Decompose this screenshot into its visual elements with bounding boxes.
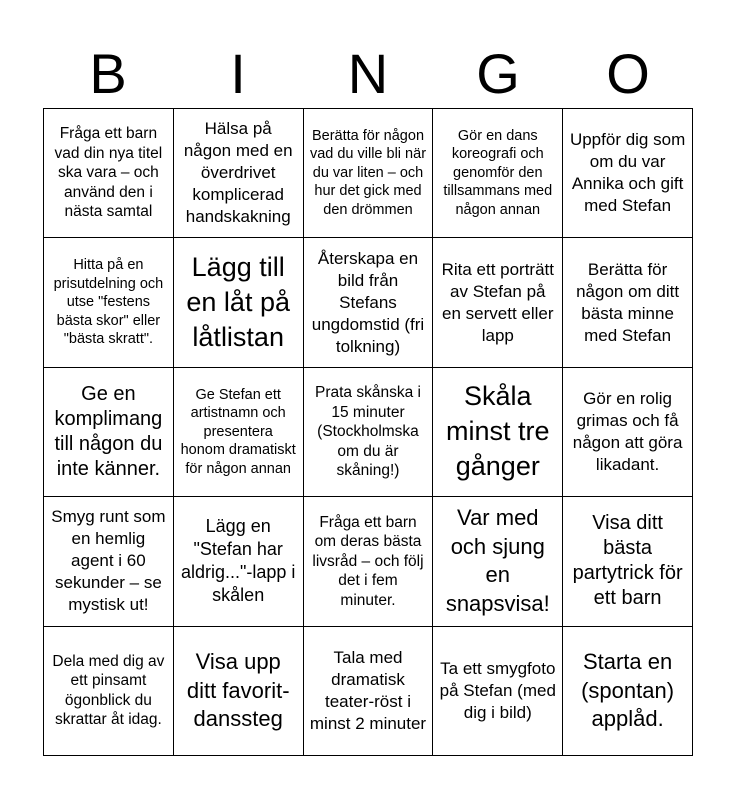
- cell-text: Lägg till en låt på låtlistan: [186, 252, 290, 353]
- cell-text: Smyg runt som en hemlig agent i 60 sekunder – se mystisk ut!: [51, 507, 166, 615]
- bingo-cell[interactable]: [304, 627, 434, 756]
- bingo-cell[interactable]: [44, 627, 174, 756]
- header-letter-g: G: [476, 42, 520, 105]
- cell-text: Ta ett smygfoto på Stefan (med dig i bild): [439, 658, 556, 722]
- bingo-cell[interactable]: [433, 627, 563, 756]
- cell-text: Var med och sjung en snapsvisa!: [445, 505, 550, 616]
- bingo-cell[interactable]: [563, 368, 693, 497]
- bingo-cell[interactable]: [563, 497, 693, 626]
- header-letter-b: B: [89, 42, 127, 105]
- bingo-cell[interactable]: [304, 497, 434, 626]
- cell-text: Visa ditt bästa partytrick för ett barn: [572, 512, 683, 610]
- bingo-cell[interactable]: [44, 109, 174, 238]
- cell-text: Gör en rolig grimas och få någon att göra likadant.: [572, 388, 683, 474]
- bingo-cell[interactable]: [304, 368, 434, 497]
- cell-text: Dela med dig av ett pinsamt ögonblick du skrattar åt idag.: [52, 652, 165, 729]
- cell-text: Berätta för någon om ditt bästa minne med Stefan: [576, 259, 680, 345]
- bingo-header: [43, 40, 693, 108]
- cell-text: Fråga ett barn vad din nya titel ska vara – och använd den i nästa samtal: [54, 125, 163, 221]
- bingo-cell[interactable]: [433, 109, 563, 238]
- cell-text: Prata skånska i 15 minuter (Stockholmska om du är skåning!): [315, 384, 421, 480]
- header-letter-i: I: [230, 42, 246, 105]
- cell-text: Berätta för någon vad du ville bli när du var liten – och hur det gick med den drömmen: [309, 127, 427, 218]
- bingo-cell[interactable]: [174, 368, 304, 497]
- cell-text: Uppför dig som om du var Annika och gift med Stefan: [569, 130, 686, 216]
- bingo-cell[interactable]: [433, 368, 563, 497]
- bingo-cell[interactable]: [44, 368, 174, 497]
- cell-text: Ge Stefan ett artistnamn och presentera honom dramatiskt för någon annan: [180, 386, 296, 477]
- bingo-cell[interactable]: [433, 497, 563, 626]
- bingo-cell[interactable]: [304, 109, 434, 238]
- cell-text: Återskapa en bild från Stefans ungdomstid (fri tolkning): [311, 248, 425, 356]
- bingo-cell[interactable]: [44, 238, 174, 367]
- bingo-cell[interactable]: [174, 497, 304, 626]
- bingo-cell[interactable]: [44, 497, 174, 626]
- bingo-cell[interactable]: [174, 109, 304, 238]
- bingo-cell[interactable]: [563, 109, 693, 238]
- cell-text: Rita ett porträtt av Stefan på en servett eller lapp: [441, 259, 554, 345]
- cell-text: Skåla minst tre gånger: [446, 381, 550, 482]
- header-letter-o: O: [606, 42, 650, 105]
- cell-text: Ge en komplimang till någon du inte känner.: [54, 382, 163, 480]
- cell-text: Gör en dans koreografi och genomför den tillsammans med någon annan: [443, 127, 553, 218]
- cell-text: Fråga ett barn om deras bästa livsråd – och följ det i fem minuter.: [312, 513, 424, 609]
- cell-text: Hälsa på någon med en överdrivet komplicerad handskakning: [183, 119, 293, 227]
- cell-text: Hitta på en prisutdelning och utse "festens bästa skor" eller "bästa skratt".: [53, 257, 164, 348]
- bingo-cell[interactable]: [563, 627, 693, 756]
- cell-text: Starta en (spontan) applåd.: [581, 649, 675, 732]
- header-letter-n: N: [347, 42, 389, 105]
- cell-text: Lägg en "Stefan har aldrig..."-lapp i skålen: [180, 516, 296, 606]
- bingo-cell[interactable]: [563, 238, 693, 367]
- bingo-cell[interactable]: [304, 238, 434, 367]
- cell-text: Visa upp ditt favorit-danssteg: [186, 649, 290, 732]
- bingo-cell[interactable]: [174, 238, 304, 367]
- bingo-board: [43, 108, 693, 756]
- bingo-cell[interactable]: [433, 238, 563, 367]
- bingo-cell[interactable]: [174, 627, 304, 756]
- cell-text: Tala med dramatisk teater-röst i minst 2 minuter: [309, 647, 427, 733]
